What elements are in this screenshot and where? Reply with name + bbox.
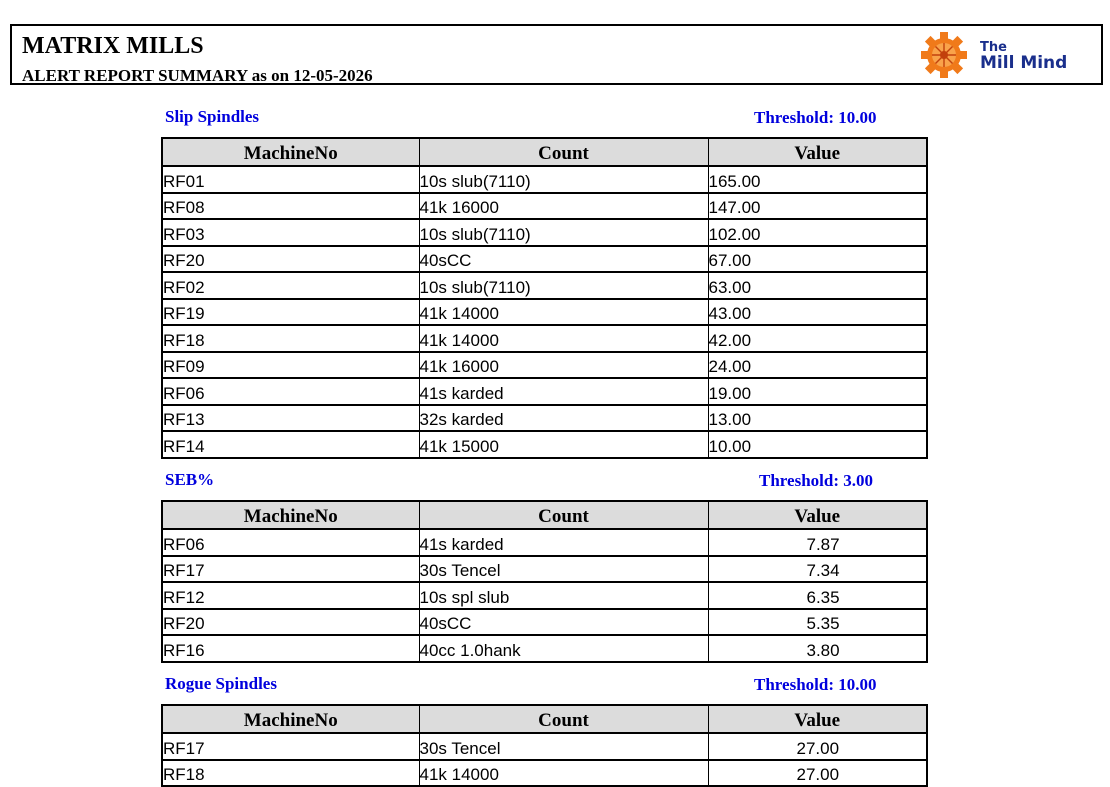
cell-count: 41k 16000 [419, 193, 708, 220]
report-subtitle: ALERT REPORT SUMMARY as on 12-05-2026 [22, 66, 373, 85]
table-row [162, 431, 927, 458]
table-row [162, 325, 927, 352]
cell-value: 19.00 [708, 378, 927, 405]
logo-text-the: The [980, 40, 1007, 55]
cell-count: 40sCC [419, 609, 708, 636]
cell-count: 40sCC [419, 246, 708, 273]
section-title-seb-percent: SEB% [165, 470, 215, 489]
cell-value: 27.00 [708, 760, 927, 787]
cell-count: 40cc 1.0hank [419, 635, 708, 662]
cell-value: 6.35 [708, 582, 927, 609]
company-name: MATRIX MILLS [22, 33, 204, 59]
cell-machine: RF08 [162, 193, 419, 220]
mill-mind-logo [910, 32, 1086, 78]
cell-value: 7.34 [708, 556, 927, 583]
table-row [162, 609, 927, 636]
cell-value: 27.00 [708, 733, 927, 760]
column-header-count: Count [419, 138, 708, 166]
table-row [162, 299, 927, 326]
cell-machine: RF01 [162, 166, 419, 193]
slip-spindles-table [161, 137, 928, 459]
cell-machine: RF20 [162, 246, 419, 273]
threshold-rogue-spindles: Threshold: 10.00 [754, 675, 877, 694]
cell-machine: RF18 [162, 760, 419, 787]
rogue-spindles-table [161, 704, 928, 787]
table-row [162, 582, 927, 609]
cell-machine: RF17 [162, 556, 419, 583]
cell-count: 30s Tencel [419, 556, 708, 583]
table-header-row [162, 705, 927, 733]
report-header [10, 24, 1103, 85]
column-header-count: Count [419, 705, 708, 733]
table-row [162, 246, 927, 273]
table-row [162, 556, 927, 583]
table-row [162, 760, 927, 787]
table-header-row [162, 138, 927, 166]
cell-value: 3.80 [708, 635, 927, 662]
cell-machine: RF02 [162, 272, 419, 299]
table-row [162, 405, 927, 432]
cell-machine: RF13 [162, 405, 419, 432]
cell-value: 102.00 [708, 219, 927, 246]
cell-value: 5.35 [708, 609, 927, 636]
cell-count: 41k 16000 [419, 352, 708, 379]
cell-machine: RF17 [162, 733, 419, 760]
logo-text-mill-mind: Mill Mind [980, 53, 1068, 73]
column-header-machine: MachineNo [162, 138, 419, 166]
threshold-slip-spindles: Threshold: 10.00 [754, 108, 877, 127]
table-row [162, 378, 927, 405]
cell-machine: RF19 [162, 299, 419, 326]
cell-value: 13.00 [708, 405, 927, 432]
column-header-machine: MachineNo [162, 501, 419, 529]
table-row [162, 193, 927, 220]
cell-count: 41s karded [419, 378, 708, 405]
cell-value: 147.00 [708, 193, 927, 220]
column-header-machine: MachineNo [162, 705, 419, 733]
table-row [162, 529, 927, 556]
cell-value: 24.00 [708, 352, 927, 379]
section-title-rogue-spindles: Rogue Spindles [165, 674, 277, 693]
cell-machine: RF03 [162, 219, 419, 246]
cell-value: 42.00 [708, 325, 927, 352]
cell-machine: RF16 [162, 635, 419, 662]
cell-count: 10s spl slub [419, 582, 708, 609]
column-header-value: Value [708, 138, 927, 166]
seb-percent-table [161, 500, 928, 663]
cell-machine: RF18 [162, 325, 419, 352]
column-header-count: Count [419, 501, 708, 529]
cell-value: 7.87 [708, 529, 927, 556]
cell-count: 41k 14000 [419, 325, 708, 352]
table-row [162, 352, 927, 379]
table-row [162, 219, 927, 246]
threshold-seb-percent: Threshold: 3.00 [759, 471, 873, 490]
section-title-slip-spindles: Slip Spindles [165, 107, 260, 126]
cell-value: 165.00 [708, 166, 927, 193]
cell-count: 10s slub(7110) [419, 166, 708, 193]
cell-machine: RF12 [162, 582, 419, 609]
table-row [162, 272, 927, 299]
cell-machine: RF06 [162, 529, 419, 556]
cell-machine: RF20 [162, 609, 419, 636]
table-row [162, 166, 927, 193]
cell-machine: RF09 [162, 352, 419, 379]
cell-count: 41s karded [419, 529, 708, 556]
cell-count: 41k 15000 [419, 431, 708, 458]
cell-count: 41k 14000 [419, 760, 708, 787]
cell-value: 67.00 [708, 246, 927, 273]
cell-count: 30s Tencel [419, 733, 708, 760]
cell-value: 43.00 [708, 299, 927, 326]
cell-machine: RF06 [162, 378, 419, 405]
cell-count: 10s slub(7110) [419, 219, 708, 246]
gear-logo-icon [910, 32, 978, 78]
table-header-row [162, 501, 927, 529]
column-header-value: Value [708, 501, 927, 529]
cell-count: 41k 14000 [419, 299, 708, 326]
table-row [162, 733, 927, 760]
table-row [162, 635, 927, 662]
cell-machine: RF14 [162, 431, 419, 458]
cell-value: 10.00 [708, 431, 927, 458]
cell-value: 63.00 [708, 272, 927, 299]
cell-count: 32s karded [419, 405, 708, 432]
cell-count: 10s slub(7110) [419, 272, 708, 299]
column-header-value: Value [708, 705, 927, 733]
